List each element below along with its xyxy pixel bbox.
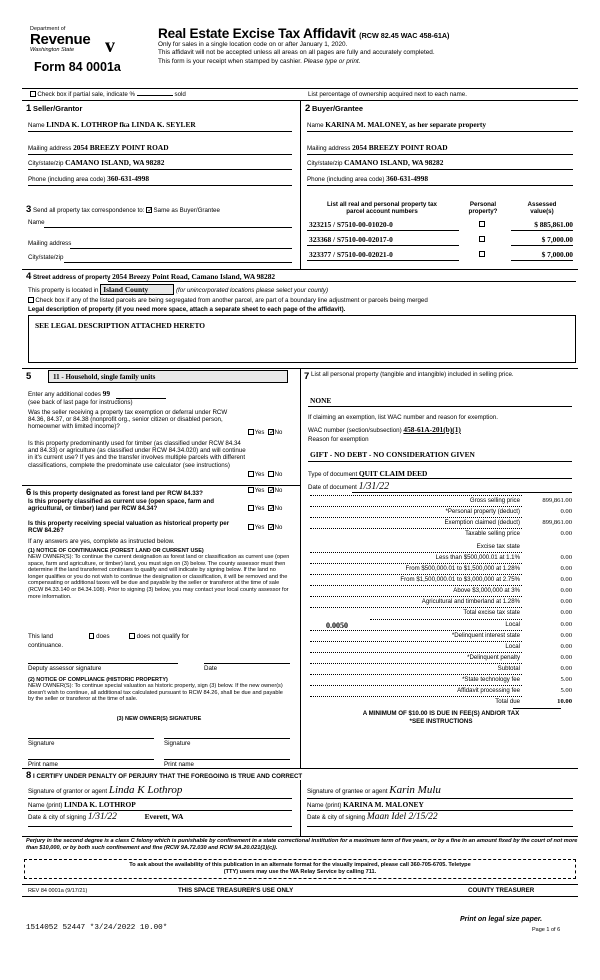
street-address-value[interactable]: 2054 Breezy Point Road, Camano Island, WA 98282: [112, 272, 276, 281]
field-rule: [204, 663, 290, 664]
parcel-personal-checkbox[interactable]: [479, 236, 485, 242]
seller-csz-label: City/state/zip: [28, 160, 64, 167]
divider: [22, 485, 300, 486]
grantor-date-value[interactable]: 1/31/22: [87, 812, 117, 822]
segregation-row: [28, 297, 428, 304]
sec6-q1: Is this property designated as forest land per RCW 84.33?: [33, 490, 203, 497]
this-land-row: [28, 633, 189, 640]
tax-label: *Delinquent interest state: [451, 632, 520, 639]
column-divider: [300, 368, 301, 768]
sec6-q3-answers: Yes ✓No: [248, 524, 282, 531]
section-2: [305, 103, 363, 114]
sec3-mail-row: [28, 240, 71, 247]
column-divider: [300, 100, 301, 269]
tax-value[interactable]: 0.00: [560, 508, 572, 515]
field-rule: [307, 131, 573, 132]
field-rule: [307, 826, 573, 827]
tax-value[interactable]: 0.00: [560, 587, 572, 594]
tax-label: Above $3,000,000 at 3%: [453, 587, 520, 594]
doctype-value[interactable]: QUIT CLAIM DEED: [358, 469, 428, 478]
revenue-swirl-icon: ᴠ: [105, 35, 115, 57]
sec6-q1-no-checkbox[interactable]: [268, 487, 274, 493]
form-number: Form 84 0001a: [34, 60, 121, 74]
treasurer-stamp: 1514052 52447 *3/24/2022 10.00*: [26, 924, 168, 932]
perjury-note: Perjury in the second degree is a class C felony which is punishable by confinement in a state correctional institution for a maximum term of five years, or by a fine in an amount fixed by the court of not more than $10,000, or by both such confinement and fine (RCW 9A.72.030 and RCW 9A.20.021(1)(c)).: [26, 838, 578, 851]
grantor-name-value[interactable]: LINDA K. LOTHROP: [64, 800, 136, 809]
grantor-signature[interactable]: Linda K Lothrop: [108, 784, 183, 796]
seller-phone-row: [28, 174, 292, 183]
grantor-date-label: Date & city of signing: [28, 814, 87, 821]
page-title: Real Estate Excise Tax Affidavit (RCW 82.45 WAC 458-61A): [158, 26, 450, 41]
tax-label: Affidavit processing fee: [457, 687, 520, 694]
parcel-col-header: List all real and personal property tax parcel account numbers: [326, 201, 438, 215]
docdate-label: Date of document: [308, 484, 357, 491]
field-rule: [64, 262, 292, 263]
tax-value[interactable]: 0.00: [560, 632, 572, 639]
field-rule: [307, 185, 573, 186]
parcel-value[interactable]: $ 885,861.00: [534, 220, 573, 229]
sec6-h2: (2) NOTICE OF COMPLIANCE (HISTORIC PROPERTY): [28, 677, 168, 683]
grantor-name-row: [28, 800, 136, 809]
tax-label: *Delinquent penalty: [467, 654, 520, 661]
personal-property-value[interactable]: NONE: [310, 396, 332, 405]
deputy-assessor-sig-label: Deputy assessor signature: [28, 665, 102, 672]
sec6-ifyes: If any answers are yes, complete as instructed below.: [28, 538, 175, 545]
sec5-q2-answers: Yes No: [248, 471, 282, 478]
sec3-csz-row: [28, 254, 63, 261]
land-use-code-select[interactable]: [48, 370, 288, 383]
buyer-name-value[interactable]: KARINA M. MALONEY, as her separate property: [325, 120, 487, 129]
field-rule: [44, 227, 292, 228]
field-rule: [511, 245, 573, 246]
grantor-city-value[interactable]: Everett, WA: [144, 812, 184, 821]
field-rule: [28, 185, 292, 186]
field-rule: [307, 169, 573, 170]
minimum-due-note: A MINIMUM OF $10.00 IS DUE IN FEE(S) AND/OR TAX: [362, 710, 520, 717]
field-rule: [308, 461, 572, 462]
segregation-label: Check box if any of the listed parcels are being segregated from another parcel, are part of a boundary line adjustment or parcels being merged: [35, 297, 428, 304]
seller-mail-label: Mailing address: [28, 145, 72, 152]
buyer-mail-value[interactable]: 2054 BREEZY POINT ROAD: [352, 143, 448, 152]
parcel-acct[interactable]: 323377 / S7510-00-02021-0: [309, 250, 393, 259]
field-rule: [307, 245, 459, 246]
tax-label: Agricultural and timberland at 1.28%: [421, 598, 520, 605]
page-number: Page 1 of 6: [532, 927, 561, 933]
field-rule: [307, 810, 573, 811]
land-use-code-value: 11 - Household, single family units: [53, 373, 156, 381]
tax-value[interactable]: 0.00: [560, 576, 572, 583]
county-select[interactable]: Island County: [100, 284, 174, 295]
sec5-q2: Is this property predominantly used for timber (as classified under RCW 84.34 and 84.33) or agriculture (as classified under RCW 84.34.020) and will continue in it's current use? If yes and the transfer involves multiple parcels with different classifications, complete the predominate use calculator (see instructions): [28, 440, 246, 469]
street-address-label: Street address of property: [33, 274, 111, 281]
form-revision: REV 84 0001a (9/17/21): [28, 888, 88, 894]
grantor-sig-row: [28, 784, 182, 796]
tax-value[interactable]: 0.00: [560, 643, 572, 650]
column-divider: [300, 780, 301, 836]
sec6-q3-yes-checkbox[interactable]: [248, 524, 254, 530]
sec6-q2-no-checkbox[interactable]: [268, 505, 274, 511]
seller-name-row: [28, 120, 292, 129]
sec3-mail-label: Mailing address: [28, 240, 72, 247]
tax-value[interactable]: 10.00: [557, 698, 572, 705]
section-2-number: 2: [305, 103, 311, 114]
tax-label: *State technology fee: [462, 676, 520, 683]
buyer-mail-row: [307, 143, 573, 152]
subtitle-2: This affidavit will not be accepted unless all areas on all pages are fully and accurately completed.: [158, 49, 435, 57]
buyer-name-row: [307, 120, 573, 129]
field-rule: [28, 663, 178, 664]
tax-label: Gross selling price: [469, 497, 520, 504]
land-does-label: does: [96, 633, 110, 640]
wac-label: WAC number (section/subsection): [308, 427, 402, 434]
sec6-q2: Is this property classified as current use (open space, farm and agricultural, or timber) land per RCW 84.34?: [28, 498, 215, 513]
buyer-phone-row: [307, 174, 573, 183]
buyer-phone-value[interactable]: 360-631-4998: [386, 174, 429, 183]
divider: [22, 269, 578, 270]
county-hint: (for unincorporated locations please select your county): [175, 287, 329, 294]
tax-label: From $500,000.01 to $1,500,000 at 1.28%: [405, 565, 520, 572]
section-6-number: 6: [26, 487, 32, 498]
partial-sold-label: sold: [174, 91, 186, 98]
subtitle-3: This form is your receipt when stamped by cashier. Please type or print.: [158, 57, 361, 65]
legal-size-note: Print on legal size paper.: [460, 916, 543, 923]
title-rcw: (RCW 82.45 WAC 458-61A): [359, 31, 450, 40]
field-rule: [307, 260, 459, 261]
field-rule: [70, 248, 292, 249]
doctype-label: Type of document: [308, 471, 358, 478]
section-3: [26, 204, 220, 215]
located-in-label: This property is located in: [28, 287, 99, 294]
section-5-number: 5: [26, 371, 32, 382]
tax-label: From $1,500,000.01 to $3,000,000 at 2.75%: [400, 576, 520, 583]
buyer-csz-value[interactable]: CAMANO ISLAND, WA 98282: [344, 158, 444, 167]
legal-desc-value: SEE LEGAL DESCRIPTION ATTACHED HERETO: [35, 321, 206, 330]
buyer-phone-label: Phone (including area code): [307, 176, 385, 183]
section-6: [26, 487, 203, 498]
title-block: [158, 26, 578, 66]
wac-row: [308, 425, 461, 434]
tax-value[interactable]: 899,861.00: [542, 519, 572, 526]
tax-value[interactable]: 0.00: [560, 665, 572, 672]
sec5-q1: Was the seller receiving a property tax exemption or deferral under RCW 84.36, 84.37, or 84.38 (nonprofit org., senior citizen or disabled person, homeowner with limited income)?: [28, 409, 228, 431]
sec5-q2-no-checkbox[interactable]: [268, 471, 274, 477]
partial-sale-label: Check box if partial sale, indicate %: [37, 91, 136, 98]
tax-label: Subtotal: [497, 665, 520, 672]
field-rule: [108, 281, 576, 282]
section-8-number: 8: [26, 770, 32, 781]
grantee-date-row: [307, 812, 438, 822]
sec5-q1-answers: Yes ✓No: [248, 429, 282, 436]
docdate-value[interactable]: 1/31/22: [358, 481, 390, 492]
sec6-q3: Is this property receiving special valuation as historical property per RCW 84.26?: [28, 520, 230, 535]
newowner-sig1-label: Signature: [28, 740, 55, 747]
field-rule: [307, 798, 573, 799]
certify-text: I CERTIFY UNDER PENALTY OF PERJURY THAT THE FOREGOING IS TRUE AND CORRECT: [33, 773, 303, 780]
tax-value[interactable]: 0.00: [560, 565, 572, 572]
tax-value[interactable]: 5.00: [560, 687, 572, 694]
sec3-name-label: Name: [28, 219, 45, 226]
land-does-not-qualify-checkbox[interactable]: [129, 633, 135, 639]
sec6-h3: (3) NEW OWNER(S) SIGNATURE: [116, 716, 202, 722]
county-treasurer-label: COUNTY TREASURER: [468, 887, 535, 894]
seller-mail-row: [28, 143, 292, 152]
sec5-q1-yes-checkbox[interactable]: [248, 429, 254, 435]
grantee-name-value[interactable]: KARINA M. MALONEY: [343, 800, 424, 809]
field-rule: [307, 230, 459, 231]
county-row: [28, 284, 328, 295]
field-rule: [164, 738, 290, 739]
additional-codes-row: [28, 389, 110, 398]
section-3-number: 3: [26, 204, 32, 215]
seller-csz-value[interactable]: CAMANO ISLAND, WA 98282: [65, 158, 165, 167]
newowner-sig2-label: Signature: [164, 740, 191, 747]
grantee-name-row: [307, 800, 424, 809]
continuance-label: continuance.: [28, 642, 64, 649]
deputy-assessor-date-label: Date: [204, 665, 218, 672]
seller-csz-row: [28, 158, 292, 167]
additional-codes-label: Enter any additional codes: [28, 391, 101, 398]
sec3-name-row: [28, 219, 45, 226]
grantee-date-label: Date & city of signing: [307, 814, 366, 821]
seller-name-label: Name: [28, 122, 45, 129]
field-rule: [511, 260, 573, 261]
parcel-value[interactable]: $ 7,000.00: [541, 250, 573, 259]
reason-value[interactable]: GIFT - NO DEBT - NO CONSIDERATION GIVEN: [310, 450, 475, 459]
local-rate-value[interactable]: 0.0050: [326, 621, 348, 630]
additional-codes-value[interactable]: 99: [102, 389, 111, 398]
tax-label: Local: [505, 643, 520, 650]
sec6-h1: (1) NOTICE OF CONTINUANCE (FOREST LAND OR CURRENT USE): [28, 548, 204, 554]
grantor-name-label: Name (print): [28, 802, 63, 809]
section-7: [304, 371, 576, 382]
newowner-print1-label: Print name: [28, 761, 58, 768]
legal-desc-label: Legal description of property (if you need more space, attach a separate sheet to each page of the affidavit).: [28, 306, 346, 313]
divider: [22, 884, 578, 885]
section-8: [26, 770, 302, 781]
dor-logo-block: [30, 26, 150, 57]
field-rule: [28, 759, 154, 760]
tax-label: Less than $500,000.01 at 1.1%: [435, 554, 520, 561]
divider: [22, 896, 578, 897]
exemption-instr: If claiming an exemption, list WAC number and reason for exemption.: [308, 414, 498, 421]
sec6-q1-answers: Yes ✓No: [248, 487, 282, 494]
tax-value[interactable]: 0.00: [560, 654, 572, 661]
sec6-p2: NEW OWNER(S): To continue special valuation as historic property, sign (3) below. If the new owner(s) doesn't wish to continue, all additional tax calculated pursuant to RCW 84.26, shall be due and payable by the seller or transferor at the time of sale.: [28, 683, 283, 703]
tax-label: Local: [505, 621, 520, 628]
section-4-number: 4: [26, 271, 32, 282]
divider: [22, 88, 578, 89]
this-land-label: This land: [28, 633, 54, 640]
parcel-personal-checkbox[interactable]: [479, 251, 485, 257]
section-3-text: Send all property tax correspondence to:: [33, 207, 145, 214]
partial-pct-input[interactable]: [137, 95, 173, 96]
tax-value[interactable]: 5.00: [560, 676, 572, 683]
treasurer-space-label: THIS SPACE TREASURER'S USE ONLY: [178, 887, 294, 894]
section-1-heading: Seller/Grantor: [33, 104, 83, 113]
alt-format-line-2: (TTY) users may use the WA Relay Service by calling 711.: [223, 868, 377, 875]
sec6-q3-no-checkbox[interactable]: [268, 524, 274, 530]
section-1: [26, 103, 82, 114]
parcel-value[interactable]: $ 7,000.00: [541, 235, 573, 244]
sec6-q2-answers: Yes ✓No: [248, 505, 282, 512]
grantee-sig-label: Signature of grantee or agent: [307, 788, 388, 795]
seller-mail-value[interactable]: 2054 BREEZY POINT ROAD: [73, 143, 169, 152]
personal-col-header: Personal property?: [468, 201, 498, 215]
seller-name-value[interactable]: LINDA K. LOTHROP fka LINDA K. SEYLER: [46, 120, 196, 129]
sec6-p1: NEW OWNER(S): To continue the current designation as forest land or classification as current use (open space, farm and agriculture, or timber) land, you must sign on (3) below. The county assessor must then determine if the land transferred continues to qualify and will indicate by signing below. If the land no longer qualifies or you do not wish to continue the designation or classification, it will be removed and the compensating or additional taxes will be due and payable by the seller or transferor at the time of sale (RCW 84.33.140 or 84.34.108). Prior to signing (3) below, you may contact your local county assessor for more information.: [28, 554, 290, 600]
state-label: Washington State: [30, 47, 75, 53]
tax-value[interactable]: 0.00: [560, 598, 572, 605]
tax-label: *Personal property (deduct): [445, 508, 520, 515]
newowner-print2-label: Print name: [164, 761, 194, 768]
same-as-buyer-checkbox[interactable]: [146, 207, 152, 213]
field-rule: [28, 131, 292, 132]
buyer-csz-label: City/state/zip: [307, 160, 343, 167]
dept-label: Department of: [30, 26, 66, 32]
see-instructions-note: *SEE INSTRUCTIONS: [409, 718, 473, 725]
section-1-number: 1: [26, 103, 32, 114]
ownership-note: List percentage of ownership acquired next to each name.: [308, 91, 467, 98]
tax-label: Total due: [495, 698, 520, 705]
field-rule: [307, 154, 573, 155]
section-5: [26, 371, 31, 382]
field-rule: [28, 798, 292, 799]
same-as-buyer-label: Same as Buyer/Grantee: [153, 207, 220, 214]
assessed-col-header: Assessed value(s): [527, 201, 557, 215]
parcel-table: [307, 201, 573, 217]
tax-label: Exemption claimed (deduct): [444, 519, 520, 526]
buyer-csz-row: [307, 158, 573, 167]
divider: [22, 768, 578, 769]
field-rule: [513, 708, 561, 709]
land-does-not-label: does not qualify for: [136, 633, 189, 640]
sec3-csz-label: City/state/zip: [28, 254, 64, 261]
partial-sale-checkbox[interactable]: [30, 91, 36, 97]
form-header: [30, 26, 578, 84]
sec6-q2-yes-checkbox[interactable]: [248, 505, 254, 511]
wac-value[interactable]: 458-61A-201(b)(1): [403, 425, 461, 434]
sec6-q1-yes-checkbox[interactable]: [248, 487, 254, 493]
alt-format-box: [24, 859, 576, 879]
doctype-row: [308, 469, 427, 478]
field-rule: [28, 826, 292, 827]
field-rule: [511, 230, 573, 231]
revenue-label: Revenue: [30, 31, 91, 48]
segregation-checkbox[interactable]: [28, 297, 34, 303]
legal-desc-label-row: [28, 306, 345, 313]
form-sheet: [8, 8, 592, 948]
field-rule: [308, 406, 572, 407]
alt-format-line-1: To ask about the availability of this publication in an alternate format for the visually impaired, please call 360-705-6705. Teletype: [129, 862, 471, 868]
grantee-date-value[interactable]: Maan Idel 2/15/22: [366, 812, 438, 822]
seller-phone-label: Phone (including area code): [28, 176, 106, 183]
docdate-row: [308, 481, 389, 492]
grantee-signature[interactable]: Karin Mulu: [389, 784, 441, 796]
tax-value[interactable]: 0.00: [560, 621, 572, 628]
subtitle-1: Only for sales in a single location code on or after January 1, 2020.: [158, 41, 348, 48]
field-rule: [28, 154, 292, 155]
parcel-personal-checkbox[interactable]: [479, 221, 485, 227]
grantor-date-row: [28, 812, 183, 822]
tax-value[interactable]: 0.00: [560, 554, 572, 561]
field-rule: [352, 492, 572, 493]
grantee-sig-row: [307, 784, 441, 796]
tax-label: Taxable selling price: [465, 530, 520, 537]
field-rule: [164, 759, 290, 760]
buyer-name-label: Name: [307, 122, 324, 129]
partial-sale-row: [30, 91, 186, 98]
tax-value[interactable]: 899,861.00: [542, 497, 572, 504]
field-rule: [28, 738, 154, 739]
reason-label: Reason for exemption: [308, 436, 369, 443]
grantee-name-label: Name (print): [307, 802, 342, 809]
tax-value[interactable]: 0.00: [560, 530, 572, 537]
field-rule: [28, 169, 292, 170]
field-rule: [28, 810, 292, 811]
section-7-text: List all personal property (tangible and intangible) included in selling price.: [311, 371, 514, 378]
sec5-q2-yes-checkbox[interactable]: [248, 471, 254, 477]
grantor-sig-label: Signature of grantor or agent: [28, 788, 108, 795]
field-rule: [350, 478, 572, 479]
excise-tax-state-header: Excise tax state: [476, 543, 520, 550]
parcel-acct[interactable]: 323215 / S7510-00-01020-0: [309, 220, 393, 229]
section-7-number: 7: [304, 371, 310, 382]
legal-desc-box[interactable]: [28, 315, 576, 363]
divider: [22, 836, 578, 837]
land-does-qualify-checkbox[interactable]: [89, 633, 95, 639]
sec5-q1-no-checkbox[interactable]: [268, 429, 274, 435]
tax-value[interactable]: 0.00: [560, 609, 572, 616]
buyer-mail-label: Mailing address: [307, 145, 351, 152]
section-2-heading: Buyer/Grantee: [312, 104, 363, 113]
seller-phone-value[interactable]: 360-631-4998: [107, 174, 150, 183]
additional-codes-note: (see back of last page for instructions): [28, 399, 133, 406]
parcel-acct[interactable]: 323368 / S7510-00-02017-0: [309, 235, 393, 244]
tax-label: Total excise tax state: [463, 609, 520, 616]
